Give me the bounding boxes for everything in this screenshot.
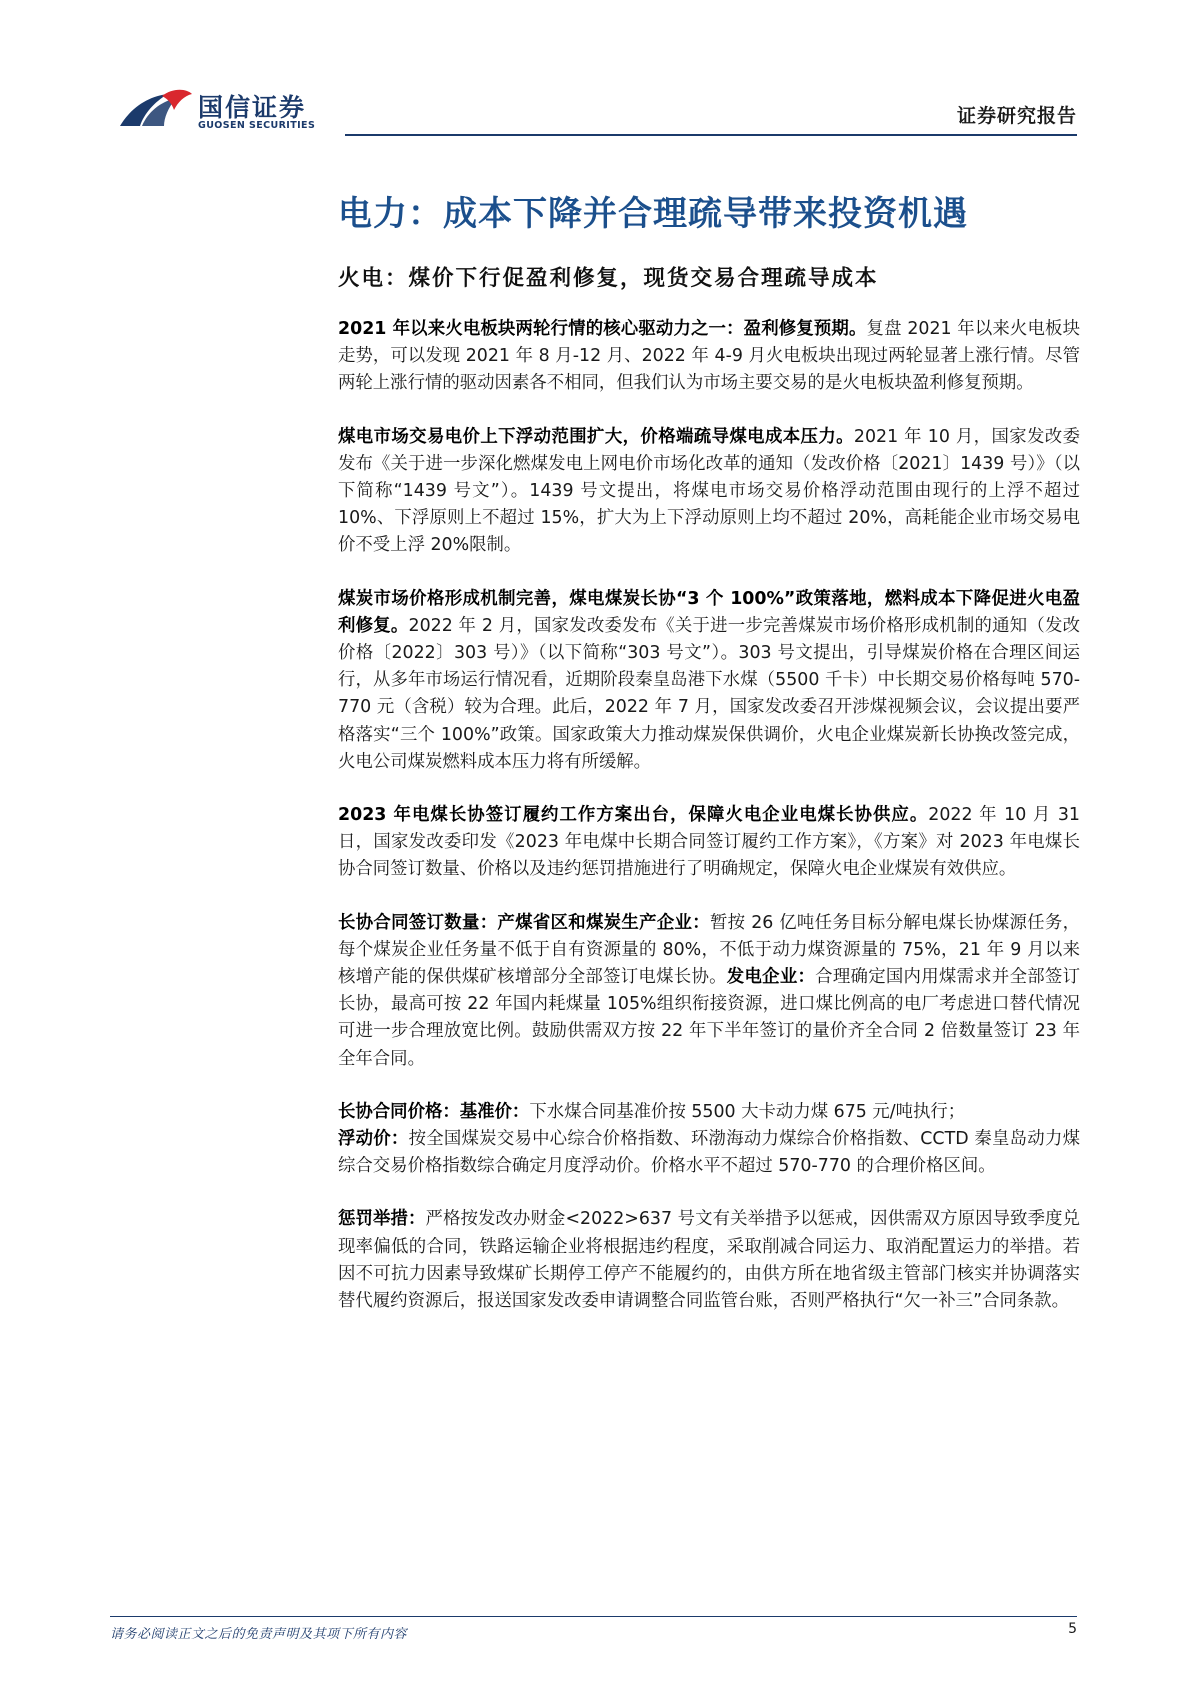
paragraph-lead: 长协合同价格：基准价：: [338, 1101, 530, 1122]
paragraph-contract-quantity: [338, 910, 1080, 1073]
paragraph-body: 暂按 26 亿吨任务目标分解电煤长协煤源任务，每个煤炭企业任务量不低于自有资源量的 80%，不低于动力煤资源量的 75%，21 年 9 月以来核增产能的保供煤矿核增部分全部签订电煤长协。: [338, 912, 1080, 988]
paragraph-body-secondary: 按全国煤炭交易中心综合价格指数、环渤海动力煤综合价格指数、CCTD 秦皇岛动力煤综合交易价格指数综合确定月度浮动价。价格水平不超过 570-770 的合理价格区间。: [338, 1129, 1080, 1177]
paragraph-profit-recovery: [338, 316, 1080, 398]
logo-english-name: GUOSEN SECURITIES: [198, 120, 316, 131]
paragraph-body: 2022 年 2 月，国家发改委发布《关于进一步完善煤炭市场价格形成机制的通知（发改价格〔2022〕303 号）》（以下简称“303 号文”）。303 号文提出，引导煤炭价格在合理区间运行，从多年市场运行情况看，近期阶段秦皇岛港下水煤（5500 千卡）中长期交易价格每吨 570-770 元（含税）较为合理。此后，2022 年 7 月，国家发改委召开涉煤视频会议，会议提出要严格落实“三个 100%”政策。国家政策大力推动煤炭保供调价，火电企业煤炭新长协换改签完成，火电公司煤炭燃料成本压力将有所缓解。: [338, 615, 1080, 772]
report-type-label: 证券研究报告: [956, 105, 1077, 127]
section-title: 电力：成本下降并合理疏导带来投资机遇: [338, 194, 968, 234]
paragraph-lead-secondary: 浮动价：: [338, 1129, 409, 1150]
paragraph-body: 下水煤合同基准价按 5500 大卡动力煤 675 元/吨执行；: [529, 1101, 966, 1122]
paragraph-lead: 煤电市场交易电价上下浮动范围扩大，价格端疏导煤电成本压力。: [338, 426, 854, 447]
paragraph-lead: 煤炭市场价格形成机制完善，煤电煤炭长协“3 个 100%”政策落地，燃料成本下降促进火电盈利修复。: [338, 588, 1080, 636]
paragraph-body: 2022 年 10 月 31 日，国家发改委印发《2023 年电煤中长期合同签订履约工作方案》，《方案》对 2023 年电煤长协合同签订数量、价格以及违约惩罚措施进行了明确规定，保障火电企业煤炭有效供应。: [338, 805, 1080, 880]
paragraph-coal-pricing: [338, 586, 1080, 776]
paragraph-lead: 长协合同签订数量：产煤省区和煤炭生产企业：: [338, 912, 710, 933]
paragraph-contract-price: [338, 1099, 1080, 1181]
paragraph-lead: 惩罚举措：: [338, 1209, 426, 1230]
paragraph-2023-plan: [338, 802, 1080, 884]
logo-chinese-name: 国信证券: [198, 93, 307, 122]
paragraph-price-range: [338, 424, 1080, 560]
header-divider: [345, 134, 1077, 136]
footer-divider: [110, 1616, 1077, 1617]
subsection-title: 火电：煤价下行促盈利修复，现货交易合理疏导成本: [338, 266, 879, 291]
guosen-logo: [118, 86, 328, 132]
guosen-logo-icon: [118, 86, 194, 132]
paragraph-lead: 2021 年以来火电板块两轮行情的核心驱动力之一：盈利修复预期。: [338, 319, 867, 339]
page-number: 5: [1068, 1621, 1077, 1637]
disclaimer-link[interactable]: 请务必阅读正文之后的免责声明及其项下所有内容: [110, 1627, 408, 1642]
paragraph-lead: 2023 年电煤长协签订履约工作方案出台，保障火电企业电煤长协供应。: [338, 805, 929, 826]
paragraph-body: 复盘 2021 年以来火电板块走势，可以发现 2021 年 8 月-12 月、2022 年 4-9 月火电板块出现过两轮显著上涨行情。尽管两轮上涨行情的驱动因素各不相同，但我们认为市场主要交易的是火电板块盈利修复预期。: [338, 319, 1080, 394]
paragraph-body: 2021 年 10 月，国家发改委发布《关于进一步深化燃煤发电上网电价市场化改革的通知（发改价格〔2021〕1439 号）》（以下简称“1439 号文”）。1439 号文提出，将煤电市场交易价格浮动范围由现行的上浮不超过 10%、下浮原则上不超过 15%，扩大为上下浮动原则上均不超过 20%，高耗能企业市场交易电价不受上浮 20%限制。: [338, 426, 1080, 556]
paragraph-lead-secondary: 发电企业：: [726, 967, 816, 988]
paragraph-body: 严格按发改办财金<2022>637 号文有关举措予以惩戒，因供需双方原因导致季度兑现率偏低的合同，铁路运输企业将根据违约程度，采取削减合同运力、取消配置运力的举措。若因不可抗力因素导致煤矿长期停工停产不能履约的，由供方所在地省级主管部门核实并协调落实替代履约资源后，报送国家发改委申请调整合同监管台账，否则严格执行“欠一补三”合同条款。: [338, 1209, 1080, 1312]
main-content: [338, 186, 1080, 1341]
paragraph-penalty-measures: [338, 1206, 1080, 1315]
paragraph-body-secondary: 合理确定国内用煤需求并全部签订长协，最高可按 22 年国内耗煤量 105%组织衔接资源，进口煤比例高的电厂考虑进口替代情况可进一步合理放宽比例。鼓励供需双方按 22 年下半年签订的量价齐全合同 2 倍数量签订 23 年全年合同。: [338, 967, 1080, 1069]
